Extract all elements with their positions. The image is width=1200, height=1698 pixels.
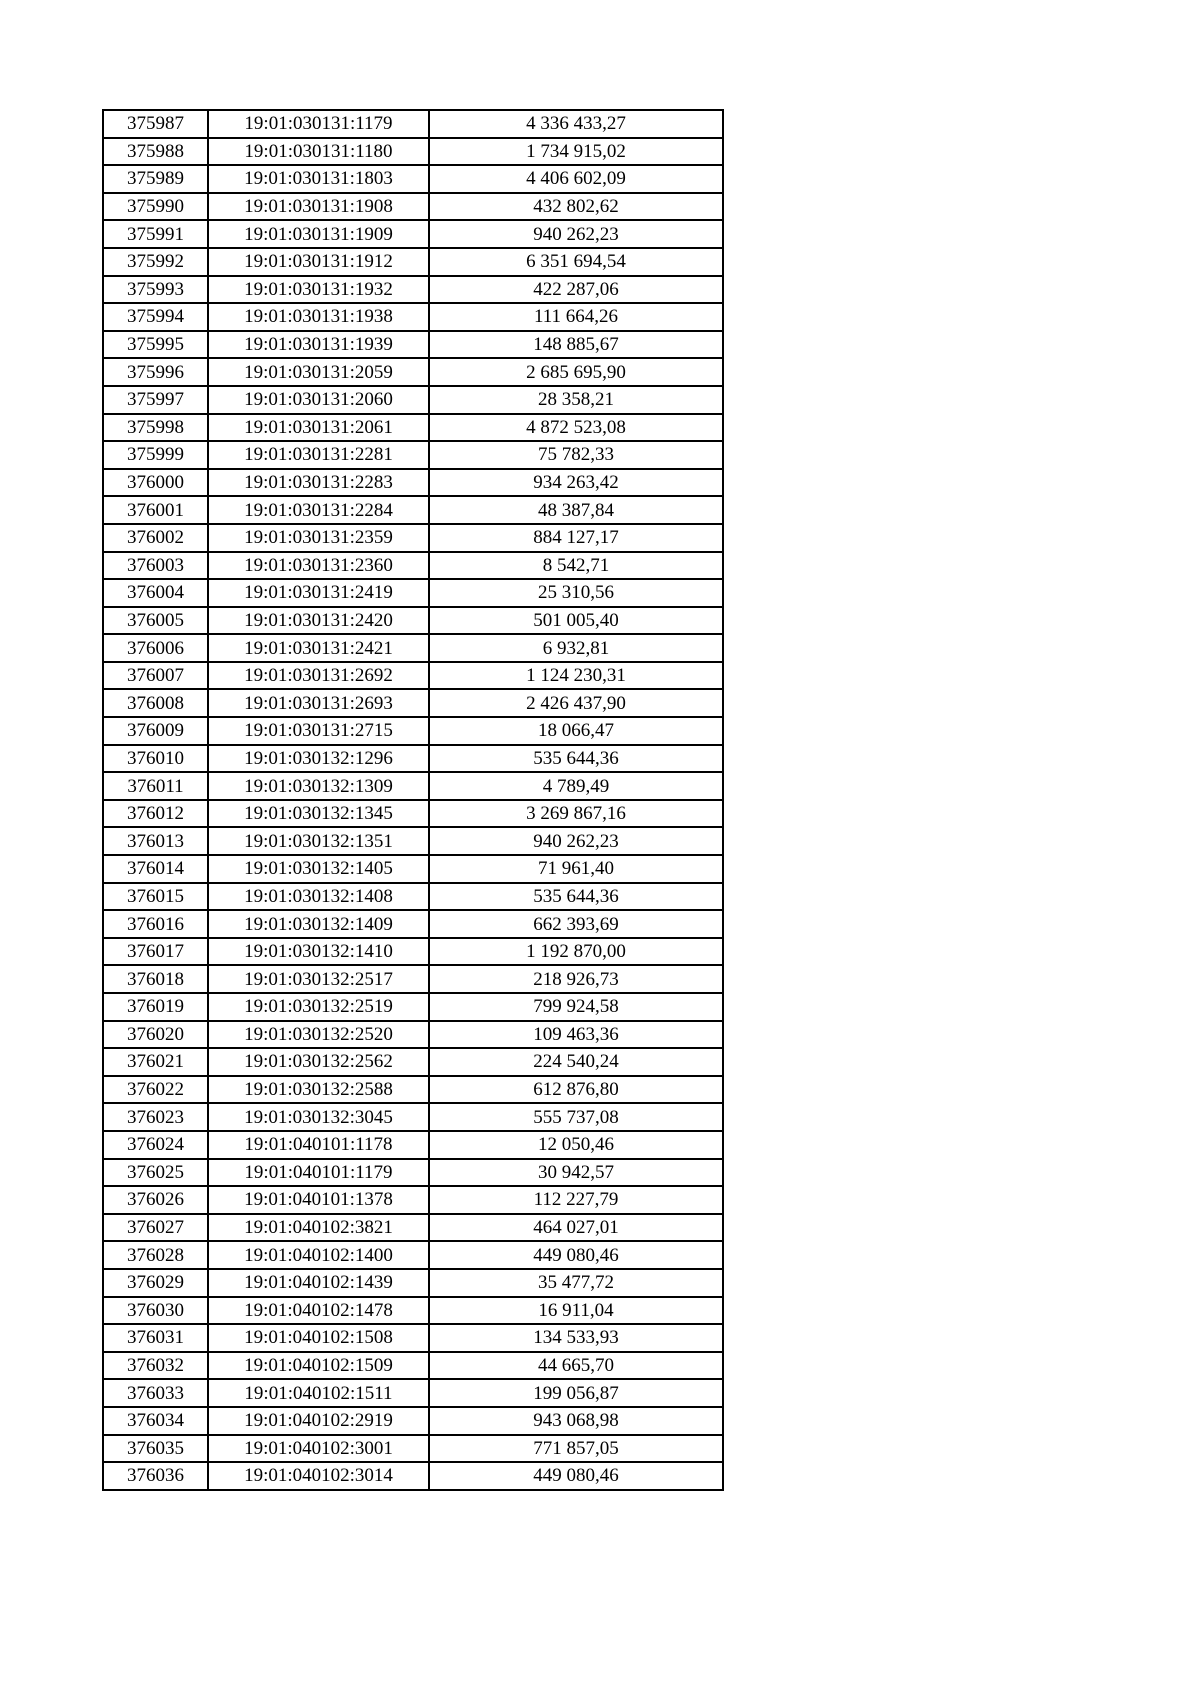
cadastral-value-cell: 6 932,81 (429, 634, 723, 662)
cadastral-value-cell: 134 533,93 (429, 1324, 723, 1352)
cadastral-number-cell: 19:01:030132:2562 (208, 1048, 429, 1076)
cadastral-value-cell: 75 782,33 (429, 441, 723, 469)
cadastral-number-cell: 19:01:030132:1408 (208, 883, 429, 911)
cadastral-number-cell: 19:01:040102:3014 (208, 1462, 429, 1490)
cadastral-number-cell: 19:01:030131:2420 (208, 607, 429, 635)
cadastral-number-cell: 19:01:030132:3045 (208, 1103, 429, 1131)
row-number-cell: 375994 (103, 303, 208, 331)
row-number-cell: 376014 (103, 855, 208, 883)
cadastral-number-cell: 19:01:030131:1803 (208, 165, 429, 193)
cadastral-value-cell: 44 665,70 (429, 1352, 723, 1380)
cadastral-value-cell: 2 426 437,90 (429, 689, 723, 717)
cadastral-number-cell: 19:01:040101:1179 (208, 1159, 429, 1187)
cadastral-number-cell: 19:01:030131:1179 (208, 110, 429, 138)
cadastral-value-cell: 30 942,57 (429, 1159, 723, 1187)
cadastral-number-cell: 19:01:030131:2693 (208, 689, 429, 717)
cadastral-number-cell: 19:01:030131:1938 (208, 303, 429, 331)
cadastral-value-cell: 4 789,49 (429, 772, 723, 800)
cadastral-number-cell: 19:01:040101:1378 (208, 1186, 429, 1214)
table-row (103, 386, 723, 414)
row-number-cell: 375991 (103, 220, 208, 248)
cadastral-value-cell: 662 393,69 (429, 910, 723, 938)
cadastral-value-cell: 109 463,36 (429, 1021, 723, 1049)
table-row (103, 883, 723, 911)
table-row (103, 1214, 723, 1242)
cadastral-value-cell: 28 358,21 (429, 386, 723, 414)
row-number-cell: 376005 (103, 607, 208, 635)
row-number-cell: 375992 (103, 248, 208, 276)
row-number-cell: 375998 (103, 414, 208, 442)
row-number-cell: 376010 (103, 745, 208, 773)
table-row (103, 965, 723, 993)
table-row (103, 1269, 723, 1297)
table-row (103, 993, 723, 1021)
table-row (103, 689, 723, 717)
table-row (103, 165, 723, 193)
cadastral-value-cell: 25 310,56 (429, 579, 723, 607)
cadastral-number-cell: 19:01:030131:2419 (208, 579, 429, 607)
cadastral-number-cell: 19:01:040102:1508 (208, 1324, 429, 1352)
table-row (103, 1131, 723, 1159)
table-row (103, 1379, 723, 1407)
table-row (103, 524, 723, 552)
cadastral-value-cell: 12 050,46 (429, 1131, 723, 1159)
cadastral-value-cell: 199 056,87 (429, 1379, 723, 1407)
cadastral-value-cell: 4 872 523,08 (429, 414, 723, 442)
table-row (103, 1021, 723, 1049)
cadastral-value-cell: 3 269 867,16 (429, 800, 723, 828)
row-number-cell: 376034 (103, 1407, 208, 1435)
cadastral-number-cell: 19:01:030132:2520 (208, 1021, 429, 1049)
row-number-cell: 375996 (103, 358, 208, 386)
row-number-cell: 376001 (103, 496, 208, 524)
table-row (103, 717, 723, 745)
cadastral-value-cell: 4 336 433,27 (429, 110, 723, 138)
cadastral-value-cell: 148 885,67 (429, 331, 723, 359)
cadastral-number-cell: 19:01:040102:1511 (208, 1379, 429, 1407)
cadastral-value-cell: 940 262,23 (429, 220, 723, 248)
row-number-cell: 376002 (103, 524, 208, 552)
row-number-cell: 375990 (103, 193, 208, 221)
table-row (103, 441, 723, 469)
row-number-cell: 376026 (103, 1186, 208, 1214)
cadastral-number-cell: 19:01:030132:1296 (208, 745, 429, 773)
row-number-cell: 376015 (103, 883, 208, 911)
table-row (103, 910, 723, 938)
cadastral-value-cell: 1 124 230,31 (429, 662, 723, 690)
cadastral-value-cell: 884 127,17 (429, 524, 723, 552)
cadastral-value-cell: 449 080,46 (429, 1462, 723, 1490)
table-row (103, 1324, 723, 1352)
row-number-cell: 376013 (103, 827, 208, 855)
row-number-cell: 375997 (103, 386, 208, 414)
table-row (103, 331, 723, 359)
cadastral-value-cell: 943 068,98 (429, 1407, 723, 1435)
table-row (103, 303, 723, 331)
cadastral-number-cell: 19:01:040101:1178 (208, 1131, 429, 1159)
cadastral-number-cell: 19:01:030131:2715 (208, 717, 429, 745)
cadastral-value-cell: 771 857,05 (429, 1435, 723, 1463)
row-number-cell: 376022 (103, 1076, 208, 1104)
cadastral-number-cell: 19:01:030131:1932 (208, 276, 429, 304)
cadastral-number-cell: 19:01:030131:1912 (208, 248, 429, 276)
cadastral-number-cell: 19:01:030131:1909 (208, 220, 429, 248)
table-row (103, 248, 723, 276)
table-row (103, 607, 723, 635)
row-number-cell: 376018 (103, 965, 208, 993)
row-number-cell: 375993 (103, 276, 208, 304)
cadastral-value-cell: 1 734 915,02 (429, 138, 723, 166)
table-row (103, 220, 723, 248)
table-row (103, 1186, 723, 1214)
cadastral-number-cell: 19:01:030131:2281 (208, 441, 429, 469)
table-row (103, 1407, 723, 1435)
cadastral-number-cell: 19:01:030131:2060 (208, 386, 429, 414)
row-number-cell: 376000 (103, 469, 208, 497)
cadastral-value-cell: 218 926,73 (429, 965, 723, 993)
table-row (103, 496, 723, 524)
table-row (103, 138, 723, 166)
cadastral-value-cell: 934 263,42 (429, 469, 723, 497)
cadastral-value-cell: 48 387,84 (429, 496, 723, 524)
row-number-cell: 376003 (103, 552, 208, 580)
table-row (103, 1462, 723, 1490)
cadastral-value-cell: 501 005,40 (429, 607, 723, 635)
row-number-cell: 376027 (103, 1214, 208, 1242)
cadastral-value-cell: 8 542,71 (429, 552, 723, 580)
cadastral-value-cell: 535 644,36 (429, 883, 723, 911)
cadastral-number-cell: 19:01:030131:2061 (208, 414, 429, 442)
cadastral-value-cell: 71 961,40 (429, 855, 723, 883)
table-row (103, 552, 723, 580)
row-number-cell: 376030 (103, 1297, 208, 1325)
cadastral-number-cell: 19:01:040102:3001 (208, 1435, 429, 1463)
row-number-cell: 376016 (103, 910, 208, 938)
row-number-cell: 376007 (103, 662, 208, 690)
row-number-cell: 376021 (103, 1048, 208, 1076)
row-number-cell: 376025 (103, 1159, 208, 1187)
table-row (103, 1076, 723, 1104)
row-number-cell: 376011 (103, 772, 208, 800)
row-number-cell: 376012 (103, 800, 208, 828)
cadastral-value-cell: 1 192 870,00 (429, 938, 723, 966)
row-number-cell: 376029 (103, 1269, 208, 1297)
row-number-cell: 376035 (103, 1435, 208, 1463)
cadastral-value-cell: 555 737,08 (429, 1103, 723, 1131)
cadastral-value-cell: 111 664,26 (429, 303, 723, 331)
table-row (103, 1241, 723, 1269)
table-row (103, 827, 723, 855)
row-number-cell: 376032 (103, 1352, 208, 1380)
row-number-cell: 376024 (103, 1131, 208, 1159)
cadastral-value-cell: 799 924,58 (429, 993, 723, 1021)
cadastral-number-cell: 19:01:030132:1309 (208, 772, 429, 800)
cadastral-value-cell: 432 802,62 (429, 193, 723, 221)
cadastral-value-cell: 4 406 602,09 (429, 165, 723, 193)
table-row (103, 469, 723, 497)
cadastral-value-cell: 464 027,01 (429, 1214, 723, 1242)
cadastral-number-cell: 19:01:030132:1409 (208, 910, 429, 938)
row-number-cell: 376004 (103, 579, 208, 607)
table-row (103, 1159, 723, 1187)
table-row (103, 1103, 723, 1131)
cadastral-number-cell: 19:01:030132:1345 (208, 800, 429, 828)
row-number-cell: 376036 (103, 1462, 208, 1490)
cadastral-number-cell: 19:01:030131:2360 (208, 552, 429, 580)
table-row (103, 800, 723, 828)
cadastral-value-cell: 940 262,23 (429, 827, 723, 855)
cadastral-value-cell: 422 287,06 (429, 276, 723, 304)
cadastral-number-cell: 19:01:040102:3821 (208, 1214, 429, 1242)
row-number-cell: 376006 (103, 634, 208, 662)
table-row (103, 276, 723, 304)
table-row (103, 855, 723, 883)
cadastral-number-cell: 19:01:030131:2692 (208, 662, 429, 690)
cadastral-number-cell: 19:01:030132:2519 (208, 993, 429, 1021)
row-number-cell: 375999 (103, 441, 208, 469)
row-number-cell: 376031 (103, 1324, 208, 1352)
table-row (103, 745, 723, 773)
table-body (103, 110, 723, 1490)
cadastral-number-cell: 19:01:030131:2283 (208, 469, 429, 497)
cadastral-number-cell: 19:01:040102:2919 (208, 1407, 429, 1435)
cadastral-value-cell: 224 540,24 (429, 1048, 723, 1076)
row-number-cell: 376008 (103, 689, 208, 717)
table-row (103, 772, 723, 800)
row-number-cell: 376017 (103, 938, 208, 966)
cadastral-number-cell: 19:01:030131:1939 (208, 331, 429, 359)
cadastral-value-cell: 6 351 694,54 (429, 248, 723, 276)
table-row (103, 662, 723, 690)
row-number-cell: 375988 (103, 138, 208, 166)
table-row (103, 1352, 723, 1380)
row-number-cell: 375987 (103, 110, 208, 138)
row-number-cell: 375995 (103, 331, 208, 359)
table-row (103, 1297, 723, 1325)
cadastral-number-cell: 19:01:040102:1439 (208, 1269, 429, 1297)
cadastral-number-cell: 19:01:030131:1180 (208, 138, 429, 166)
cadastral-number-cell: 19:01:030132:2517 (208, 965, 429, 993)
cadastral-number-cell: 19:01:030132:1410 (208, 938, 429, 966)
table-row (103, 358, 723, 386)
row-number-cell: 376023 (103, 1103, 208, 1131)
cadastral-number-cell: 19:01:030131:2359 (208, 524, 429, 552)
cadastral-value-cell: 535 644,36 (429, 745, 723, 773)
cadastral-number-cell: 19:01:030131:1908 (208, 193, 429, 221)
table-row (103, 634, 723, 662)
cadastral-number-cell: 19:01:040102:1509 (208, 1352, 429, 1380)
cadastral-number-cell: 19:01:030132:1351 (208, 827, 429, 855)
table-row (103, 1435, 723, 1463)
cadastral-number-cell: 19:01:030132:2588 (208, 1076, 429, 1104)
row-number-cell: 375989 (103, 165, 208, 193)
cadastral-number-cell: 19:01:040102:1400 (208, 1241, 429, 1269)
cadastral-value-cell: 112 227,79 (429, 1186, 723, 1214)
cadastral-value-cell: 18 066,47 (429, 717, 723, 745)
cadastral-number-cell: 19:01:030131:2284 (208, 496, 429, 524)
cadastral-number-cell: 19:01:030131:2059 (208, 358, 429, 386)
cadastral-value-cell: 449 080,46 (429, 1241, 723, 1269)
cadastral-number-cell: 19:01:040102:1478 (208, 1297, 429, 1325)
table-row (103, 938, 723, 966)
cadastral-value-cell: 16 911,04 (429, 1297, 723, 1325)
cadastral-value-table (102, 109, 724, 1491)
table-row (103, 110, 723, 138)
cadastral-number-cell: 19:01:030132:1405 (208, 855, 429, 883)
cadastral-number-cell: 19:01:030131:2421 (208, 634, 429, 662)
row-number-cell: 376009 (103, 717, 208, 745)
row-number-cell: 376033 (103, 1379, 208, 1407)
row-number-cell: 376020 (103, 1021, 208, 1049)
table-row (103, 193, 723, 221)
cadastral-value-cell: 612 876,80 (429, 1076, 723, 1104)
cadastral-value-cell: 2 685 695,90 (429, 358, 723, 386)
row-number-cell: 376028 (103, 1241, 208, 1269)
table-row (103, 1048, 723, 1076)
row-number-cell: 376019 (103, 993, 208, 1021)
table-row (103, 579, 723, 607)
table-row (103, 414, 723, 442)
cadastral-value-cell: 35 477,72 (429, 1269, 723, 1297)
